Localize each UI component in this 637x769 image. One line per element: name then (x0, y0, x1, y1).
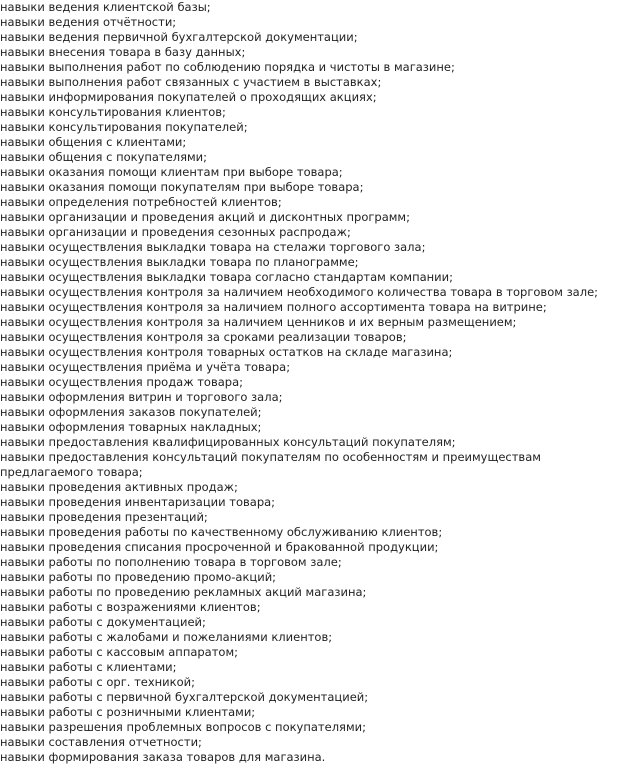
skill-line: навыки оформления заказов покупателей; (0, 405, 262, 419)
skill-line: навыки работы с клиентами; (0, 660, 177, 674)
skill-line: навыки работы с жалобами и пожеланиями клиентов; (0, 630, 333, 644)
skill-line: навыки информирования покупателей о проходящих акциях; (0, 90, 377, 104)
skill-line: навыки выполнения работ по соблюдению порядка и чистоты в магазине; (0, 60, 455, 74)
skill-line: навыки проведения работы по качественному обслуживанию клиентов; (0, 525, 443, 539)
skill-line: навыки разрешения проблемных вопросов с покупателями; (0, 720, 366, 734)
skill-line: навыки работы по проведению рекламных акций магазина; (0, 585, 367, 599)
skill-line: навыки работы с первичной бухгалтерской документацией; (0, 690, 369, 704)
skill-line: навыки консультирования покупателей; (0, 120, 248, 134)
skill-line: навыки работы с возражениями клиентов; (0, 600, 261, 614)
skill-line: навыки работы с орг. техникой; (0, 675, 195, 689)
skill-line: навыки общения с покупателями; (0, 150, 208, 164)
skill-line: навыки проведения активных продаж; (0, 480, 238, 494)
skill-line: навыки ведения отчётности; (0, 15, 177, 29)
skill-line: навыки осуществления контроля за наличием полного ассортимента товара на витрине; (0, 300, 547, 314)
skill-line: навыки осуществления выкладки товара по планограмме; (0, 255, 359, 269)
skill-line: навыки предоставления квалифицированных консультаций покупателям; (0, 435, 456, 449)
skill-line: навыки осуществления продаж товара; (0, 375, 244, 389)
skill-line: навыки предоставления консультаций покупателям по особенностям и преимуществам предлагаемого товара; (0, 450, 541, 479)
skill-line: навыки работы по пополнению товара в торговом зале; (0, 555, 342, 569)
skill-line: навыки ведения клиентской базы; (0, 0, 211, 14)
skill-line: навыки формирования заказа товаров для магазина. (0, 750, 326, 764)
skill-line: навыки оказания помощи клиентам при выборе товара; (0, 165, 343, 179)
skill-line: навыки организации и проведения акций и дисконтных программ; (0, 210, 410, 224)
skill-line: навыки работы с розничными клиентами; (0, 705, 256, 719)
skill-line: навыки осуществления контроля за наличием необходимого количества товара в торговом зале; (0, 285, 599, 299)
skill-line: навыки проведения списания просроченной и бракованной продукции; (0, 540, 439, 554)
skill-line: навыки определения потребностей клиентов; (0, 195, 282, 209)
skill-line: навыки осуществления выкладки товара согласно стандартам компании; (0, 270, 454, 284)
skill-line: навыки осуществления контроля за сроками реализации товаров; (0, 330, 407, 344)
skill-line: навыки работы по проведению промо-акций; (0, 570, 277, 584)
skill-line: навыки оформления витрин и торгового зала; (0, 390, 283, 404)
skill-line: навыки осуществления выкладки товара на стелажи торгового зала; (0, 240, 426, 254)
skill-line: навыки осуществления контроля за наличием ценников и их верным размещением; (0, 315, 517, 329)
skill-line: навыки выполнения работ связанных с участием в выставках; (0, 75, 382, 89)
skill-line: навыки работы с кассовым аппаратом; (0, 645, 239, 659)
skill-line: навыки составления отчетности; (0, 735, 202, 749)
skill-line: навыки работы с документацией; (0, 615, 206, 629)
skill-line: навыки общения с клиентами; (0, 135, 187, 149)
skill-line: навыки оформления товарных накладных; (0, 420, 262, 434)
skill-line: навыки осуществления контроля товарных остатков на складе магазина; (0, 345, 453, 359)
skill-line: навыки консультирования клиентов; (0, 105, 226, 119)
skill-line: навыки ведения первичной бухгалтерской документации; (0, 30, 358, 44)
skill-line: навыки проведения инвентаризации товара; (0, 495, 276, 509)
skill-line: навыки внесения товара в базу данных; (0, 45, 246, 59)
skill-line: навыки организации и проведения сезонных распродаж; (0, 225, 351, 239)
skill-line: навыки проведения презентаций; (0, 510, 208, 524)
skill-line: навыки оказания помощи покупателям при выборе товара; (0, 180, 364, 194)
skill-line: навыки осуществления приёма и учёта товара; (0, 360, 291, 374)
